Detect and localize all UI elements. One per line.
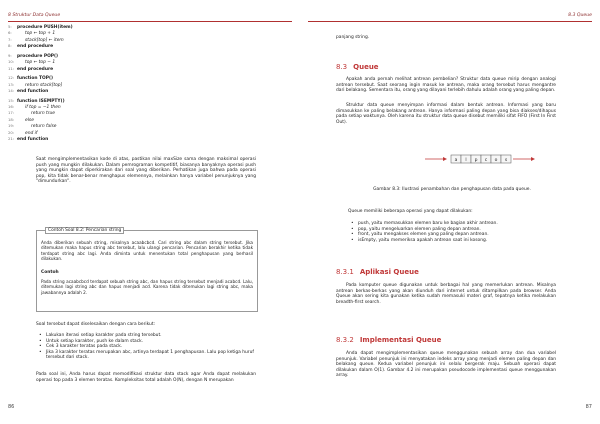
line-number: 8: <box>8 43 12 49</box>
code-text: return true <box>31 111 56 117</box>
queue-cells <box>451 155 511 163</box>
bullet-list <box>36 333 256 361</box>
paragraph: Pada komputer queue digunakan untuk berbagai hal yang memerlukan antrean. Misalnya antrean berkas-berkas yang akan diunduh dari internet untuk ditampilkan pada browser. Anda Queue akan sering kita gunakan ketika sudah memasuki materi graf, tepatnya ketika melakukan breadth-first search. <box>336 283 556 305</box>
code-text: end if <box>25 130 38 136</box>
list-item: • Jika 3 karakter teratas merupakan abc, artinya terdapat 1 penghapusan. Lalu pop ketiga huruf tersebut dari stack. <box>46 350 256 361</box>
operations-list <box>348 221 558 243</box>
example-box-text: Anda diberikan sebuah string, misalnya acaabcbcd. Cari string abc dalam string tersebut. Jika ditemukan maka hapus string abc tersebut, lalu ulangi pencarian. Pencarian berakhir ketika tidak terdapat string abc lagi. Anda diminta untuk menentukan total penghapusan yang berhasil dilakukan. <box>41 240 253 261</box>
line-number: 15: <box>8 97 15 103</box>
paragraph: Saat mengimplementasikan kode di atas, pastikan nilai maxSize sama dengan maksimal operasi push yang mungkin dilakukan. Dalam pemrograman kompetitif, biasanya banyaknya operasi push yang mungkin dapat diperkirakan dari soal yang diberikan. Perhatikan juga bahwa pada operasi pop, kita tidak benar-benar menghapus elemennya, melainkan hanya variabel penunjuknya yang "dimundurkan". <box>36 157 256 184</box>
section-title: Aplikasi Queue <box>359 268 419 276</box>
queue-cell-label: s <box>504 157 508 163</box>
example-heading: Contoh <box>41 270 59 275</box>
paragraph: Soal tersebut dapat diselesaikan dengan cara berikut: <box>36 322 156 327</box>
paragraph: Pada soal ini, Anda harus dapat memodifikasi struktur data stack agar Anda dapat melakukan operasi top pada 3 elemen teratas. Kompleksitas total adalah O(N), dengan N merupakan <box>36 372 256 383</box>
list-item: • Untuk setiap karakter, push ke dalam stack. <box>46 339 256 345</box>
queue-cell-label: o <box>494 157 498 163</box>
line-number: 12: <box>8 75 15 81</box>
paragraph: panjang string. <box>336 35 370 40</box>
example-text: Pada string acaabcbcd terdapat sebuah string abc, dan hapus string tersebut menjadi acabcd. Lalu, ditemukan lagi string abc dan hapus menjadi acd. Karena tidak ditemukan lagi string abc, maka jawabannya adalah 2. <box>41 279 253 295</box>
right-page <box>300 0 600 424</box>
code-text: top ← top + 1 <box>25 31 56 37</box>
page-number: 87 <box>585 404 592 410</box>
code-text: else <box>25 117 34 123</box>
list-item: • isEmpty, yaitu memeriksa apakah antrean saat ini kosong. <box>358 238 558 244</box>
header-rule <box>308 21 592 22</box>
line-number: 18: <box>8 116 15 122</box>
code-text: stack[top] ← item <box>25 37 64 43</box>
list-item: • Lakukan iterasi setiap karakter pada string tersebut. <box>46 333 256 339</box>
section-number: 8.3.2 <box>336 336 354 344</box>
example-box <box>36 230 258 312</box>
line-number: 21: <box>8 136 15 142</box>
figure-caption: Gambar 8.3: Ilustrasi penambahan dan penghapusan data pada queue. <box>373 187 531 192</box>
paragraph: Struktur data queue menyimpan informasi dalam bentuk antrean. Informasi yang baru dimasukkan ke paling belakang antrean. Hanya informasi paling depan yang bisa diakses/dihapus pada setiap waktunya. Oleh karena itu struktur data queue disebut memiliki sifat FIFO (First In First Out). <box>336 103 556 125</box>
dequeue-arrow-head <box>531 157 535 161</box>
line-number: 6: <box>8 30 12 36</box>
line-number: 20: <box>8 129 15 135</box>
header-rule <box>8 21 292 22</box>
code-text: return false <box>31 124 57 130</box>
queue-cell-label: a <box>454 157 458 163</box>
list-item: • front, yaitu mengakses elemen yang paling depan antrean. <box>358 232 558 238</box>
code-text: end function <box>17 137 49 143</box>
code-text: end procedure <box>17 44 54 50</box>
code-text: if top = −1 then <box>25 104 61 110</box>
line-number: 17: <box>8 110 15 116</box>
list-item: • pop, yaitu mengeluarkan elemen paling depan antrean. <box>358 227 558 233</box>
queue-cell-label: c <box>484 157 488 163</box>
section-number: 8.3 <box>336 63 348 71</box>
line-number: 11: <box>8 65 15 71</box>
queue-illustration <box>425 150 545 180</box>
section-heading <box>336 268 419 276</box>
example-box-title: Contoh Soal 8.2: Pencarian string <box>45 227 124 234</box>
code-line <box>8 136 148 142</box>
paragraph: Apakah anda pernah melihat antrean pembelian? Struktur data queue mirip dengan analogi antrean tersebut. Saat seorang ingin masuk ke antrean, maka orang tersebut harus mengantre dari belakang. Sementara itu, orang yang dilayani terlebih dahulu adalah orang yang paling depan. <box>336 77 556 93</box>
enqueue-arrow-head <box>443 157 447 161</box>
section-heading <box>336 336 441 344</box>
section-title: Queue <box>353 63 379 71</box>
line-number: 14: <box>8 88 15 94</box>
list-item: • Cek 3 karakter teratas pada stack. <box>46 344 256 350</box>
line-number: 7: <box>8 36 12 42</box>
queue-cell-label: l <box>465 157 467 163</box>
pseudocode-listing <box>8 24 148 143</box>
code-text: function ISEMPTY() <box>17 98 65 104</box>
code-text: end procedure <box>17 66 54 72</box>
code-text: top ← top − 1 <box>25 60 56 66</box>
section-title: Implementasi Queue <box>359 336 442 344</box>
code-text: procedure POP() <box>17 53 59 59</box>
section-number: 8.3.1 <box>336 268 354 276</box>
paragraph: Queue memiliki beberapa operasi yang dapat dilakukan: <box>348 209 473 214</box>
queue-cell-label: p <box>474 157 478 163</box>
line-number: 16: <box>8 103 15 109</box>
list-item: • push, yaitu memasukkan elemen baru ke bagian akhir antrean. <box>358 221 558 227</box>
line-number: 5: <box>8 24 12 29</box>
section-heading <box>336 63 379 71</box>
code-text: return stack[top] <box>25 82 63 88</box>
line-number: 10: <box>8 59 15 65</box>
code-text: end function <box>17 89 49 95</box>
line-number: 19: <box>8 123 15 129</box>
line-number: 13: <box>8 81 15 87</box>
running-header: 8 Struktur Data Queue <box>8 13 61 18</box>
line-number: 9: <box>8 52 12 58</box>
running-header: 8.3 Queue <box>568 13 592 18</box>
code-text: function TOP() <box>17 76 53 82</box>
paragraph: Anda dapat mengimplementasikan queue menggunakan sebuah array dan dua variabel penunjuk. Variabel penunjuk ini menyatakan indeks array yang menjadi elemen paling depan dan belakang queue. Kedua variabel penunjuk ini selalu bergerak maju. Sebuah operasi dapat dilakukan dalam O(1). Gambar 4.2 ini merupakan pseudocode implementasi queue menggunakan array. <box>336 351 556 378</box>
page-number: 86 <box>8 404 15 410</box>
code-text: procedure PUSH(item) <box>17 25 73 30</box>
